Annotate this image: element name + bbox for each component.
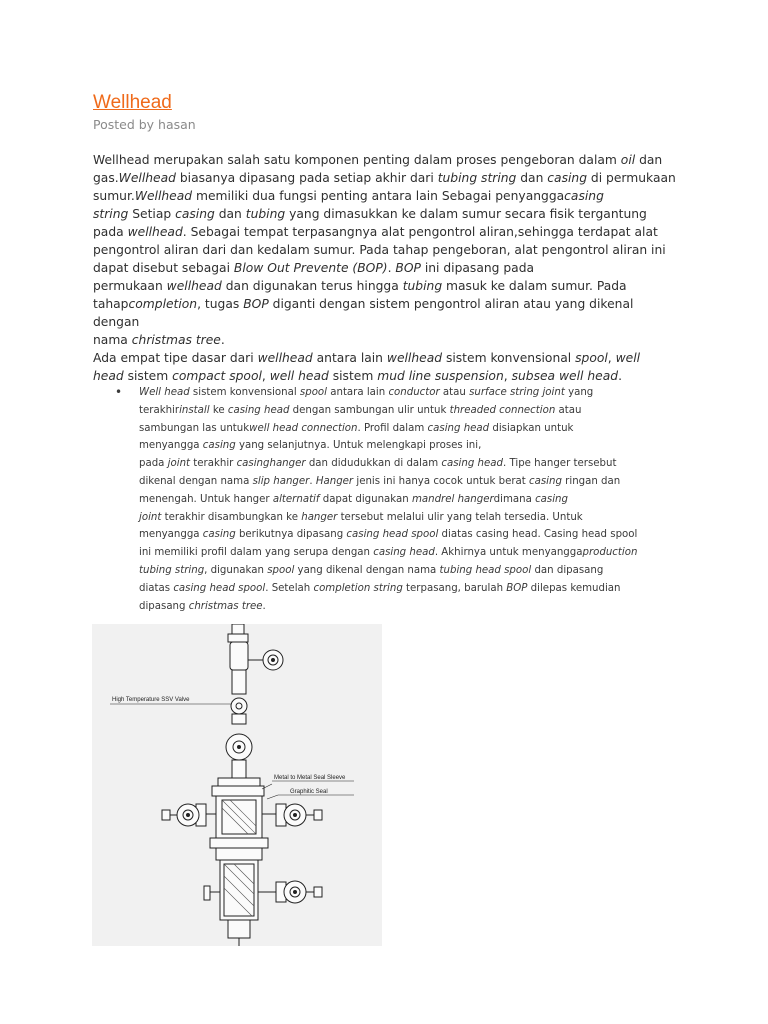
post-title-link[interactable]: Wellhead: [93, 92, 172, 113]
bullet-item-text: Well head sistem konvensional spool antara lain conductor atau surface string joint yang terakhirinstall ke casing head dengan sambungan ulir untuk threaded connection atau sambungan las untukwell head connection. Profil dalam casing head disiapkan untuk menyangga casing yang selanjutnya. Untuk melengkapi proses ini, pada joint terakhir casinghanger dan didudukkan di dalam casing head. Tipe hanger tersebut dikenal dengan nama slip hanger. Hanger jenis ini hanya cocok untuk berat casing ringan dan menengah. Untuk hanger alternatif dapat digunakan mandrel hangerdimana casing joint terakhir disambungkan ke hanger tersebut melalui ulir yang telah tersedia. Untuk menyangga casing berikutnya dipasang casing head spool diatas casing head. Casing head spool ini memiliki profil dalam yang serupa dengan casing head. Akhirnya untuk menyanggaproduction tubing string, digunakan spool yang dikenal dengan nama tubing head spool dan dipasang diatas casing head spool. Setelah completion string terpasang, barulah BOP dilepas kemudian dipasang christmas tree.: [139, 387, 638, 612]
post-byline: Posted by hasan: [93, 117, 196, 132]
label-metal-to-metal-seal-sleeve: Metal to Metal Seal Sleeve: [274, 775, 346, 781]
bullet-marker: •: [115, 385, 123, 399]
body-paragraph-1: Wellhead merupakan salah satu komponen penting dalam proses pengeboran dalam oil dan gas.Wellhead biasanya dipasang pada setiap akhir dari tubing string dan casing di permukaan sumur.Wellhead memiliki dua fungsi penting antara lain Sebagai penyanggacasing string Setiap casing dan tubing yang dimasukkan ke dalam sumur secara fisik tergantung pada wellhead. Sebagai tempat terpasangnya alat pengontrol aliran,sehingga terdapat alat pengontrol aliran dari dan kedalam sumur. Pada tahap pengeboran, alat pengontrol aliran ini dapat disebut sebagai Blow Out Prevente (BOP). BOP ini dipasang pada permukaan wellhead dan digunakan terus hingga tubing masuk ke dalam sumur. Pada tahapcompletion, tugas BOP diganti dengan sistem pengontrol aliran atau yang dikenal dengan nama christmas tree.: [93, 153, 676, 347]
post-body: [93, 151, 683, 385]
label-graphitic-seal: Graphitic Seal: [290, 789, 328, 795]
wellhead-diagram: [92, 624, 382, 946]
wellhead-drawing: [92, 624, 382, 946]
body-paragraph-2: Ada empat tipe dasar dari wellhead antara lain wellhead sistem konvensional spool, well head sistem compact spool, well head sistem mud line suspension, subsea well head.: [93, 351, 641, 383]
label-high-temperature-ssv-valve: High Temperature SSV Valve: [112, 697, 190, 703]
